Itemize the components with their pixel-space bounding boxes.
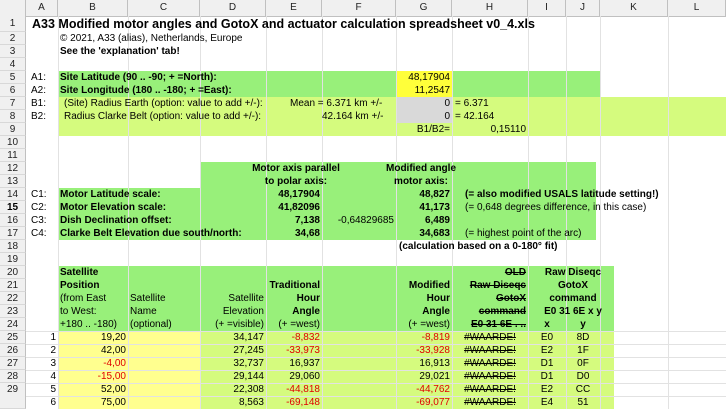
sat-raw-y: 0F: [577, 358, 589, 369]
copyright-text: © 2021, A33 (alias), Netherlands, Europe: [60, 33, 243, 44]
row-header[interactable]: 3: [0, 45, 26, 58]
header-traditional-4: (+ =west): [278, 319, 320, 330]
radius-clarke-label: Radius Clarke Belt (option: value to add +/-):: [64, 111, 262, 122]
column-header-h[interactable]: H: [452, 0, 528, 16]
modified-axis-header-line2: motor axis:: [394, 176, 448, 187]
sat-elevation: 34,147: [233, 332, 264, 343]
header-old-1: OLD: [504, 267, 526, 278]
header-elevation-2: Elevation: [222, 306, 264, 317]
header-raw-x: x: [544, 319, 550, 330]
header-traditional-3: Angle: [292, 306, 320, 317]
sat-index: 5: [50, 384, 56, 395]
radius-clarke-result: = 42.164: [455, 111, 495, 122]
ratio-label: B1/B2=: [416, 124, 450, 135]
sat-elevation: 32,737: [233, 358, 264, 369]
sat-raw-x: D1: [540, 358, 554, 369]
sat-raw-x: D1: [540, 371, 554, 382]
row-header[interactable]: 13: [0, 175, 26, 188]
sat-traditional-angle: -44,818: [286, 384, 320, 395]
column-header-c[interactable]: C: [128, 0, 200, 16]
row-header[interactable]: 10: [0, 136, 26, 149]
ratio-value: 0,15110: [490, 124, 526, 135]
column-header-i[interactable]: I: [528, 0, 566, 16]
row-header-selected[interactable]: 15: [0, 201, 26, 214]
sat-modified-angle: 16,913: [419, 358, 450, 369]
row-header[interactable]: 26: [0, 344, 26, 357]
column-header-a[interactable]: A: [26, 0, 58, 16]
sat-index: 6: [50, 397, 56, 408]
row-header[interactable]: 25: [0, 331, 26, 344]
site-latitude-value[interactable]: 48,17904: [408, 72, 450, 83]
a2-id: A2:: [31, 85, 47, 96]
row-header[interactable]: 7: [0, 97, 26, 110]
sat-old-command: #WAARDE!: [464, 384, 516, 395]
header-to-west: to West:: [60, 306, 97, 317]
motor-elevation-label: Motor Elevation scale:: [60, 202, 167, 213]
dish-declination-value: 7,138: [294, 215, 320, 226]
sat-index: 1: [50, 332, 56, 343]
radius-earth-result: = 6.371: [455, 98, 489, 109]
header-raw-3: command: [549, 293, 597, 304]
row-header[interactable]: 8: [0, 110, 26, 123]
motor-axis-header-line1: Motor axis parallel: [252, 163, 340, 174]
sat-modified-angle: -33,928: [416, 345, 450, 356]
column-header-j[interactable]: J: [566, 0, 600, 16]
site-longitude-label: Site Longitude (180 .. -180; + =East):: [60, 85, 232, 96]
sat-traditional-angle: -33,973: [286, 345, 320, 356]
row-header[interactable]: 20: [0, 266, 26, 279]
row-header[interactable]: 18: [0, 240, 26, 253]
header-modified-1: Modified: [408, 280, 450, 291]
sat-position[interactable]: -15,00: [97, 371, 126, 382]
sat-old-command: #WAARDE!: [464, 397, 516, 408]
sat-traditional-angle: 29,060: [289, 371, 320, 382]
site-latitude-label: Site Latitude (90 .. -90; + =North):: [60, 72, 217, 83]
sat-raw-y: 1F: [577, 345, 589, 356]
row-header[interactable]: 12: [0, 162, 26, 175]
row-header[interactable]: 5: [0, 71, 26, 84]
sat-old-command: #WAARDE!: [464, 332, 516, 343]
c2-note: (= 0,648 degrees difference, in this case): [465, 202, 647, 213]
row-header[interactable]: 27: [0, 357, 26, 370]
header-name-3: (optional): [130, 319, 172, 330]
sat-raw-x: E0: [540, 332, 554, 343]
header-old-4: command: [478, 306, 526, 317]
row-header[interactable]: 4: [0, 58, 26, 71]
header-old-2: Raw Diseqc: [469, 280, 526, 291]
sat-raw-y: 51: [577, 397, 589, 408]
header-position: Position: [60, 280, 100, 291]
header-range: +180 .. -180): [60, 319, 117, 330]
header-old-5: E0 31 6E . ..: [470, 319, 526, 330]
row-header[interactable]: 24: [0, 318, 26, 331]
radius-earth-label: (Site) Radius Earth (option: value to add +/-):: [64, 98, 263, 109]
header-traditional-2: Hour: [296, 293, 320, 304]
row-header[interactable]: 17: [0, 227, 26, 240]
calculation-note: (calculation based on a 0-180° fit): [399, 241, 558, 252]
sat-position[interactable]: 75,00: [100, 397, 126, 408]
clarke-elevation-label: Clarke Belt Elevation due south/north:: [60, 228, 242, 239]
row-header[interactable]: 21: [0, 279, 26, 292]
radius-clarke-mean: 42.164 km +/-: [322, 111, 384, 122]
radius-clarke-value[interactable]: 0: [444, 111, 450, 122]
radius-earth-mean: Mean = 6.371 km +/-: [290, 98, 383, 109]
sat-elevation: 29,144: [233, 371, 264, 382]
header-traditional-1: Traditional: [269, 280, 320, 291]
sat-old-command: #WAARDE!: [464, 358, 516, 369]
explanation-note: See the 'explanation' tab!: [60, 46, 180, 57]
site-coords-fill-right: [452, 71, 600, 97]
motor-latitude-label: Motor Latitude scale:: [60, 189, 161, 200]
row-header[interactable]: 16: [0, 214, 26, 227]
sat-traditional-angle: 16,937: [289, 358, 320, 369]
modified-clarke-elevation-value: 34,683: [419, 228, 450, 239]
motor-elevation-value: 41,82096: [278, 202, 320, 213]
site-longitude-value[interactable]: 11,2547: [414, 85, 450, 96]
sat-position[interactable]: 19,20: [100, 332, 126, 343]
header-name-2: Name: [130, 306, 157, 317]
header-elevation-1: Satellite: [228, 293, 264, 304]
sat-elevation: 27,245: [233, 345, 264, 356]
radius-earth-value[interactable]: 0: [444, 98, 450, 109]
header-raw-2: GotoX: [558, 280, 588, 291]
select-all-corner[interactable]: [0, 0, 26, 16]
header-raw-y: y: [580, 319, 586, 330]
c3-id: C3:: [31, 215, 47, 226]
motor-latitude-value: 48,17904: [278, 189, 320, 200]
c4-note: (= highest point of the arc): [465, 228, 582, 239]
motor-axis-header-line2: to polar axis:: [264, 176, 328, 187]
row-header[interactable]: 1: [0, 16, 26, 32]
row-header[interactable]: 9: [0, 123, 26, 136]
row-header[interactable]: 6: [0, 84, 26, 97]
modified-axis-header-line1: Modified angle: [386, 163, 456, 174]
c4-id: C4:: [31, 228, 47, 239]
column-header-b[interactable]: B: [58, 0, 128, 16]
row-header[interactable]: 11: [0, 149, 26, 162]
clarke-elevation-value: 34,68: [294, 228, 320, 239]
a1-id: A1:: [31, 72, 47, 83]
header-satellite: Satellite: [60, 267, 99, 278]
header-old-3: GotoX: [496, 293, 526, 304]
sat-position[interactable]: 52,00: [100, 384, 126, 395]
sat-index: 4: [50, 371, 56, 382]
sat-index: 3: [50, 358, 56, 369]
sat-elevation: 22,308: [233, 384, 264, 395]
dish-declination-label: Dish Declination offset:: [60, 215, 172, 226]
sat-raw-x: E2: [540, 384, 554, 395]
sat-index: 2: [50, 345, 56, 356]
row-header[interactable]: 2: [0, 32, 26, 45]
header-modified-2: Hour: [426, 293, 450, 304]
sat-old-command: #WAARDE!: [464, 345, 516, 356]
sat-raw-y: CC: [575, 384, 591, 395]
column-header-k[interactable]: K: [600, 0, 668, 16]
c1-note: (= also modified USALS latitude setting!): [465, 189, 659, 200]
column-header-l[interactable]: L: [668, 0, 726, 16]
sat-raw-x: E4: [540, 397, 554, 408]
c2-id: C2:: [31, 202, 47, 213]
column-header-f[interactable]: F: [322, 0, 396, 16]
row-header[interactable]: 19: [0, 253, 26, 266]
modified-elevation-value: 41,173: [419, 202, 450, 213]
sat-raw-y: 8D: [576, 332, 590, 343]
b2-id: B2:: [31, 111, 47, 122]
sat-modified-angle: -44,762: [416, 384, 450, 395]
b1-id: B1:: [31, 98, 47, 109]
header-from-east: (from East: [60, 293, 107, 304]
declination-difference: -0,64829685: [337, 215, 394, 226]
header-raw-1: Raw Diseqc: [544, 267, 602, 278]
row-header[interactable]: 23: [0, 305, 26, 318]
row-header[interactable]: 22: [0, 292, 26, 305]
row-header[interactable]: 28: [0, 370, 26, 383]
row-header[interactable]: 29: [0, 383, 26, 409]
sat-raw-y: D0: [576, 371, 590, 382]
sat-raw-x: E2: [540, 345, 554, 356]
sat-modified-angle: 29,021: [419, 371, 450, 382]
header-name-1: Satellite: [130, 293, 166, 304]
row-header[interactable]: 14: [0, 188, 26, 201]
sat-old-command: #WAARDE!: [464, 371, 516, 382]
header-elevation-3: (+ =visible): [215, 319, 264, 330]
column-header-d[interactable]: D: [200, 0, 266, 16]
sat-modified-angle: -8,819: [421, 332, 450, 343]
modified-declination-value: 6,489: [424, 215, 450, 226]
sat-position[interactable]: -4,00: [103, 358, 126, 369]
column-header-e[interactable]: E: [266, 0, 322, 16]
sat-elevation: 8,563: [238, 397, 264, 408]
sat-traditional-angle: -69,148: [286, 397, 320, 408]
column-header-g[interactable]: G: [396, 0, 452, 16]
modified-latitude-value: 48,827: [419, 189, 450, 200]
header-modified-4: (+ =west): [408, 319, 450, 330]
sat-position[interactable]: 42,00: [100, 345, 126, 356]
sat-traditional-angle: -8,832: [291, 332, 320, 343]
header-raw-4: E0 31 6E x y: [544, 306, 602, 317]
c1-id: C1:: [31, 189, 47, 200]
sat-modified-angle: -69,077: [416, 397, 450, 408]
header-modified-3: Angle: [422, 306, 450, 317]
page-title: A33 Modified motor angles and GotoX and actuator calculation spreadsheet v0_4.xls: [32, 17, 535, 31]
